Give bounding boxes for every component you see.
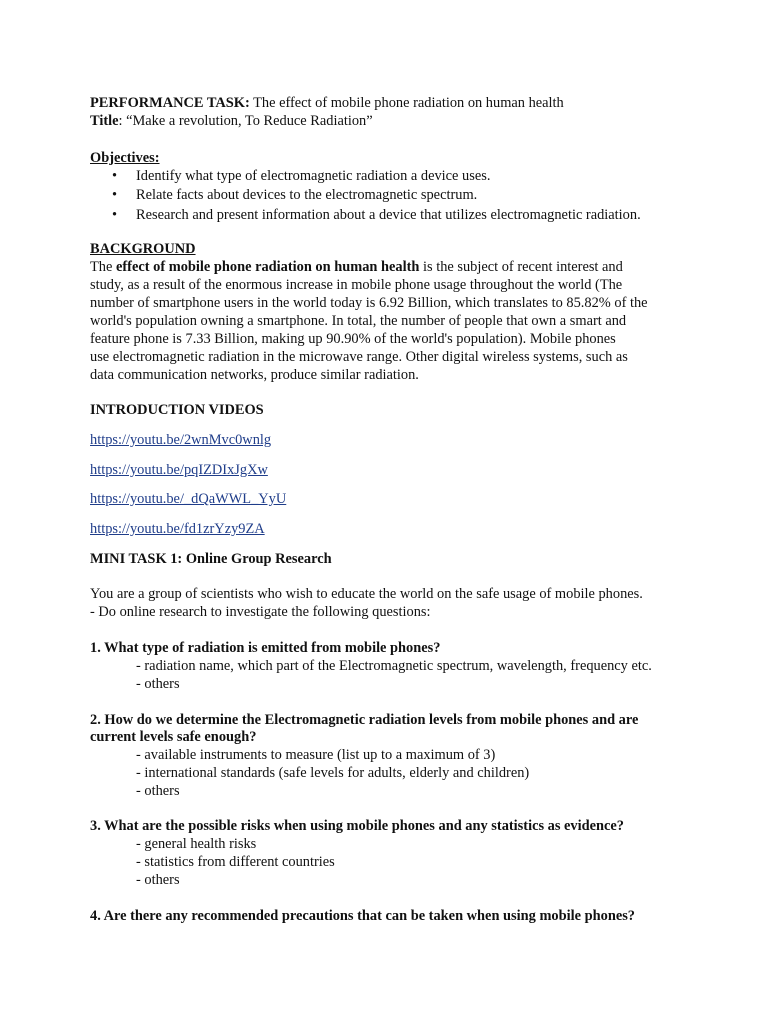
question-point: - statistics from different countries bbox=[136, 854, 335, 870]
objectives-heading: Objectives: bbox=[90, 150, 160, 166]
question-point: - general health risks bbox=[136, 836, 257, 852]
background-line: number of smartphone users in the world today is 6.92 Billion, which translates to 85.82% of the bbox=[90, 295, 648, 311]
question-point: - international standards (safe levels for adults, elderly and children) bbox=[136, 765, 530, 781]
background-line: use electromagnetic radiation in the microwave range. Other digital wireless systems, such as bbox=[90, 349, 628, 365]
mini-task-intro: - Do online research to investigate the following questions: bbox=[90, 604, 431, 620]
background-line: study, as a result of the enormous increase in mobile phone usage throughout the world (The bbox=[90, 277, 623, 293]
performance-task-text: The effect of mobile phone radiation on human health bbox=[249, 95, 564, 111]
question-point: - others bbox=[136, 676, 180, 692]
background-heading: BACKGROUND bbox=[90, 241, 196, 257]
bullet-icon: • bbox=[112, 187, 118, 203]
background-line: data communication networks, produce similar radiation. bbox=[90, 367, 419, 383]
background-line: feature phone is 7.33 Billion, making up 90.90% of the world's population). Mobile phones bbox=[90, 331, 616, 347]
question-2: 2. How do we determine the Electromagnetic radiation levels from mobile phones and are bbox=[90, 712, 639, 728]
performance-task-label: PERFORMANCE TASK: bbox=[90, 95, 250, 111]
question-2: current levels safe enough? bbox=[90, 729, 257, 745]
title-line bbox=[90, 112, 373, 130]
objective-item: Identify what type of electromagnetic radiation a device uses. bbox=[136, 168, 491, 184]
question-3: 3. What are the possible risks when using mobile phones and any statistics as evidence? bbox=[90, 818, 624, 834]
title-label: Title bbox=[90, 113, 119, 129]
background-line: world's population owning a smartphone. In total, the number of people that own a smart and bbox=[90, 313, 627, 329]
background-bold-text: effect of mobile phone radiation on human health bbox=[115, 259, 420, 275]
question-point: - others bbox=[136, 783, 180, 799]
video-link[interactable]: https://youtu.be/_dQaWWL_YyU bbox=[90, 491, 287, 507]
title-text: : “Make a revolution, To Reduce Radiation” bbox=[118, 113, 373, 129]
background-text: The bbox=[90, 259, 116, 275]
bullet-icon: • bbox=[112, 207, 118, 223]
question-point: - others bbox=[136, 872, 180, 888]
mini-task-intro: You are a group of scientists who wish to educate the world on the safe usage of mobile phones. bbox=[90, 586, 643, 602]
video-link[interactable]: https://youtu.be/pqIZDIxJgXw bbox=[90, 462, 268, 478]
background-text: is the subject of recent interest and bbox=[419, 259, 623, 275]
question-point: - available instruments to measure (list up to a maximum of 3) bbox=[136, 747, 496, 763]
question-point: - radiation name, which part of the Electromagnetic spectrum, wavelength, frequency etc. bbox=[136, 658, 652, 674]
question-4: 4. Are there any recommended precautions that can be taken when using mobile phones? bbox=[90, 908, 636, 924]
video-link[interactable]: https://youtu.be/fd1zrYzy9ZA bbox=[90, 521, 265, 537]
question-1: 1. What type of radiation is emitted from mobile phones? bbox=[90, 640, 441, 656]
mini-task-heading: MINI TASK 1: Online Group Research bbox=[90, 551, 332, 567]
objective-item: Relate facts about devices to the electromagnetic spectrum. bbox=[136, 187, 478, 203]
objective-item: Research and present information about a device that utilizes electromagnetic radiation. bbox=[136, 207, 641, 223]
performance-task-line bbox=[90, 94, 564, 112]
video-link[interactable]: https://youtu.be/2wnMvc0wnlg bbox=[90, 432, 272, 448]
intro-videos-heading: INTRODUCTION VIDEOS bbox=[90, 402, 264, 418]
bullet-icon: • bbox=[112, 168, 118, 184]
background-line bbox=[90, 258, 623, 276]
